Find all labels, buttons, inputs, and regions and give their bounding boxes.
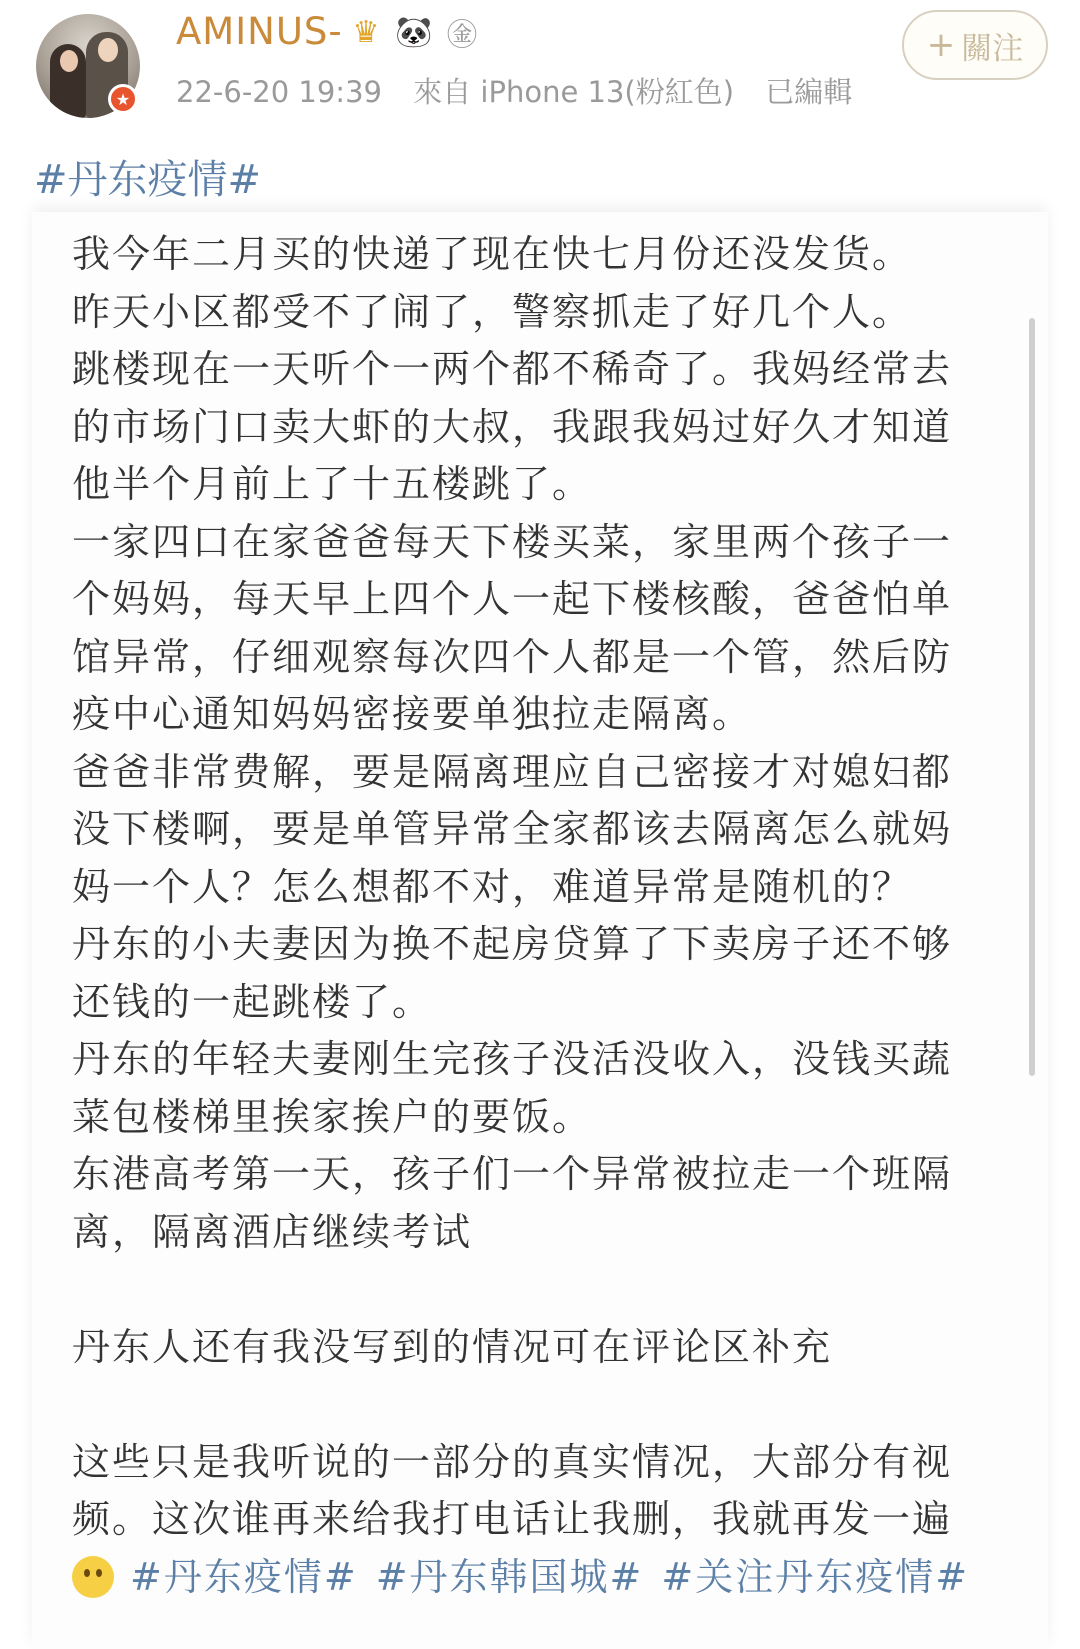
body-line: 东港高考第一天，孩子们一个异常被拉走一个班隔 [72, 1152, 953, 1196]
post-header [0, 0, 1080, 140]
user-badges [346, 12, 482, 52]
body-line: 个妈妈，每天早上四个人一起下楼核酸，爸爸怕单 [72, 577, 953, 621]
hashtag-link[interactable]: #丹东韩国城# [375, 1554, 644, 1599]
medal-icon[interactable]: ㊎ [447, 18, 477, 53]
body-line: 昨天小区都受不了闹了，警察抓走了好几个人。 [72, 289, 913, 334]
body-line: 疫中心通知妈妈密接要单独拉走隔离。 [72, 692, 753, 736]
post-source: 來自 iPhone 13(粉紅色) [413, 75, 735, 109]
scrollbar[interactable] [1029, 318, 1035, 1076]
closing-note: 丹东人还有我没写到的情况可在评论区补充 [72, 1324, 833, 1369]
tags-row [72, 1549, 1012, 1607]
follow-label: 關注 [961, 30, 1024, 67]
post-meta [176, 70, 874, 111]
body-line: 一家四口在家爸爸每天下楼买菜，家里两个孩子一 [72, 519, 953, 564]
plus-icon: + [926, 25, 956, 65]
follow-button[interactable] [902, 10, 1048, 80]
panda-icon[interactable]: 🐼 [395, 14, 433, 50]
smile-emoji-icon [72, 1556, 114, 1598]
body-line: 频。这次谁再来给我打电话让我删，我就再发一遍 [72, 1497, 953, 1541]
post-timestamp: 22-6-20 19:39 [176, 75, 382, 109]
body-line: 没下楼啊，要是单管异常全家都该去隔离怎么就妈 [72, 807, 953, 851]
body-line: 菜包楼梯里挨家挨户的要饭。 [72, 1094, 593, 1139]
verified-badge-icon: ★ [108, 84, 138, 114]
post-body [72, 226, 1012, 1606]
topic-hashtag[interactable]: #丹东疫情# [34, 157, 262, 203]
body-line: 这些只是我听说的一部分的真实情况，大部分有视 [72, 1439, 953, 1484]
body-line: 丹东的年轻夫妻刚生完孩子没活没收入，没钱买蔬 [72, 1037, 953, 1081]
body-line: 爸爸非常费解，要是隔离理应自己密接才对媳妇都 [72, 749, 953, 794]
body-line: 妈一个人？怎么想都不对，难道异常是随机的？ [72, 864, 913, 909]
hashtag-link[interactable]: #丹东疫情# [130, 1554, 358, 1599]
body-line: 他半个月前上了十五楼跳了。 [72, 462, 593, 506]
body-line: 馆异常，仔细观察每次四个人都是一个管，然后防 [72, 634, 953, 679]
body-line: 跳楼现在一天听个一两个都不稀奇了。我妈经常去 [72, 347, 953, 391]
body-line: 还钱的一起跳楼了。 [72, 979, 433, 1024]
body-line: 离，隔离酒店继续考试 [72, 1209, 473, 1254]
body-line: 我今年二月买的快递了现在快七月份还没发货。 [72, 232, 913, 276]
username[interactable]: AMINUS- [176, 10, 343, 53]
crown-icon[interactable]: ♛ [352, 14, 380, 50]
edited-label: 已編輯 [765, 75, 853, 109]
hashtag-link[interactable]: #关注丹东疫情# [661, 1554, 970, 1599]
body-line: 丹东的小夫妻因为换不起房贷算了下卖房子还不够 [72, 922, 953, 966]
body-line: 的市场门口卖大虾的大叔，我跟我妈过好久才知道 [72, 404, 953, 449]
